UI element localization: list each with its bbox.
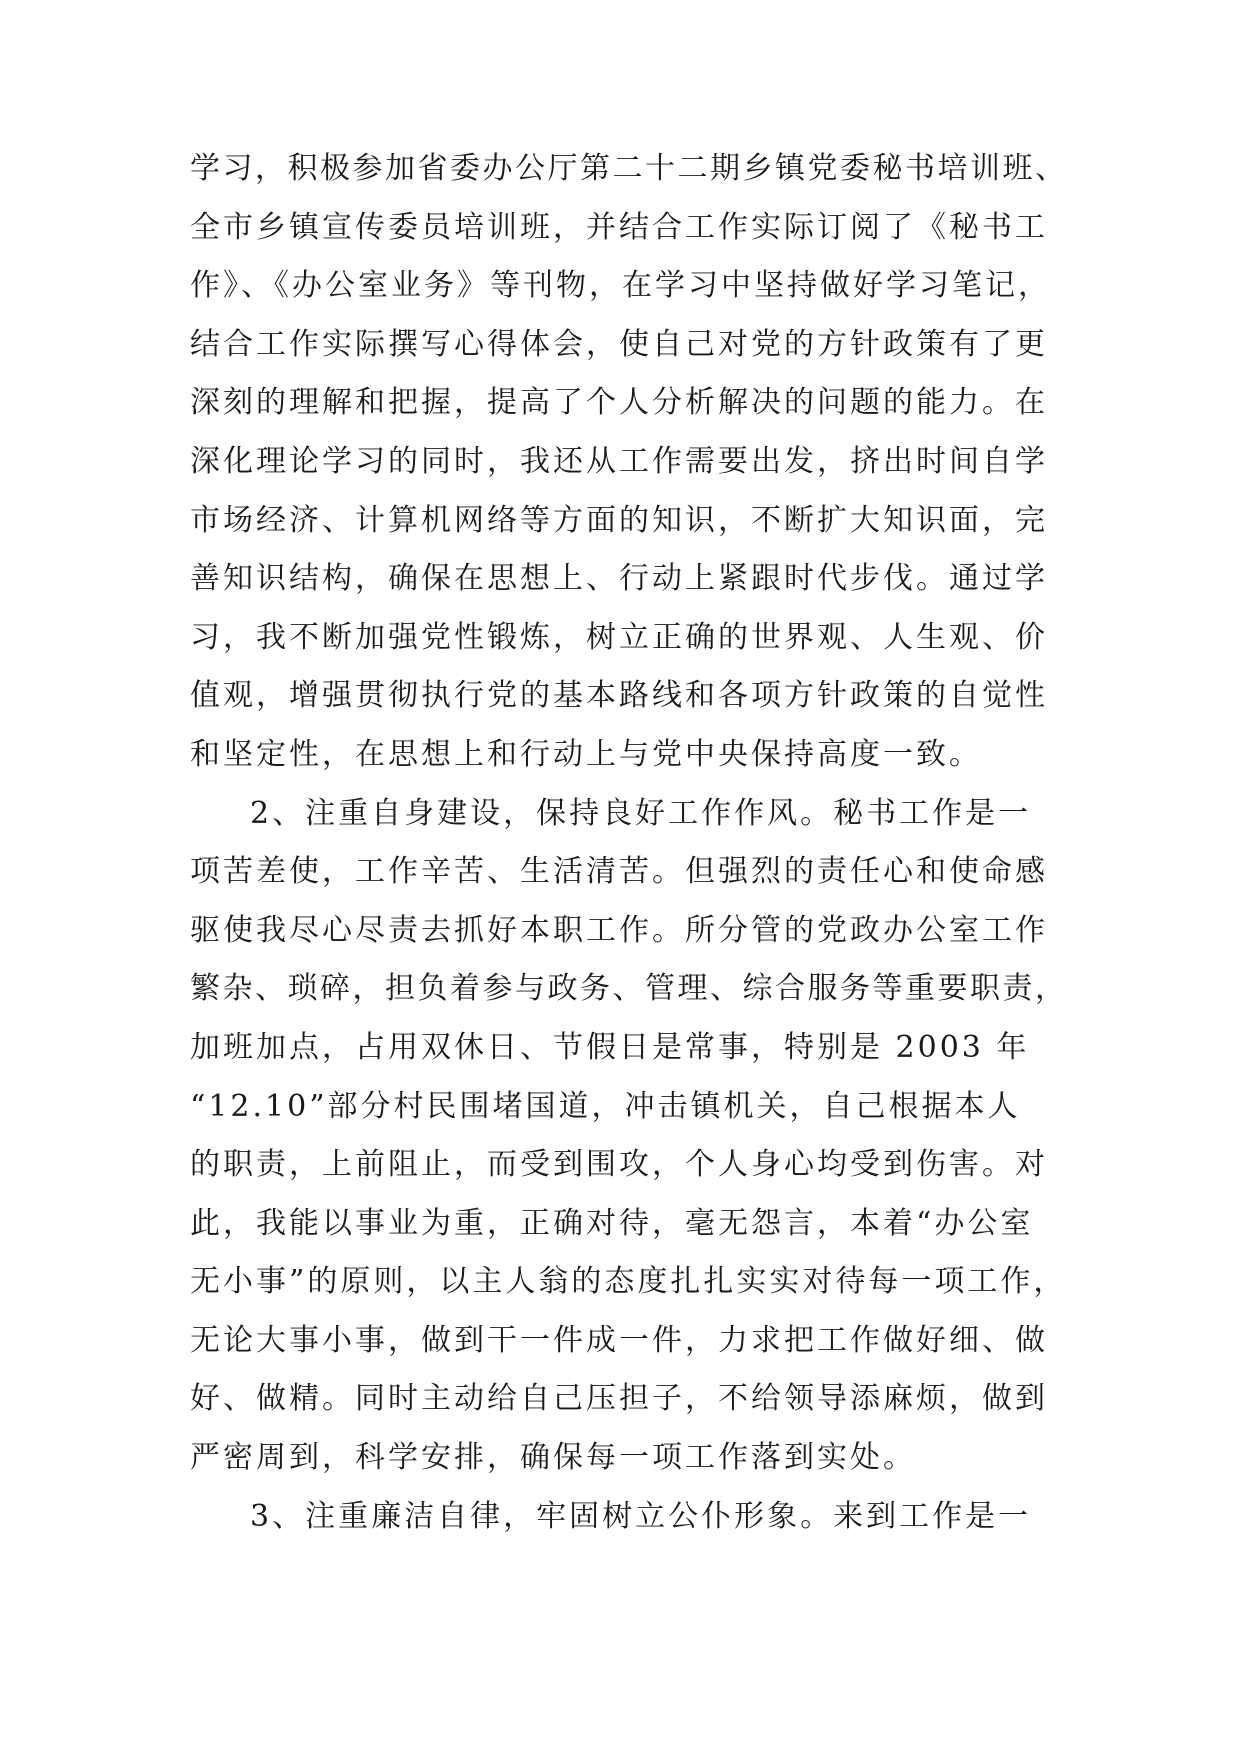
- text-line: 善知识结构，确保在思想上、行动上紧跟时代步伐。通过学: [190, 561, 1048, 597]
- text-line: 此，我能以事业为重，正确对待，毫无怨言，本着“办公室: [190, 1205, 1034, 1241]
- paragraph-start-line: 2、注重自身建设，保持良好工作作风。秘书工作是一: [250, 795, 1032, 831]
- text-line: 深刻的理解和把握，提高了个人分析解决的问题的能力。在: [190, 385, 1048, 421]
- text-line: 和坚定性，在思想上和行动上与党中央保持高度一致。: [190, 736, 982, 772]
- text-line: 加班加点，占用双休日、节假日是常事，特别是 2003 年: [190, 1029, 1030, 1065]
- text-line: 学习，积极参加省委办公厅第二十二期乡镇党委秘书培训班、: [190, 151, 1068, 186]
- text-line: 市场经济、计算机网络等方面的知识，不断扩大知识面，完: [190, 502, 1048, 538]
- text-line: 好、做精。同时主动给自己压担子，不给领导添麻烦，做到: [190, 1381, 1048, 1417]
- text-line: 驱使我尽心尽责去抓好本职工作。所分管的党政办公室工作: [190, 912, 1048, 948]
- text-line: 结合工作实际撰写心得体会，使自己对党的方针政策有了更: [190, 326, 1048, 362]
- text-line: 的职责，上前阻止，而受到围攻，个人身心均受到伤害。对: [190, 1147, 1048, 1183]
- text-line: 深化理论学习的同时，我还从工作需要出发，挤出时间自学: [190, 443, 1048, 479]
- text-line: “12.10”部分村民围堵国道，冲击镇机关，自己根据本人: [190, 1088, 1021, 1124]
- body-text: [190, 140, 1070, 1546]
- paragraph-start-line: 3、注重廉洁自律，牢固树立公仆形象。来到工作是一: [250, 1498, 1032, 1534]
- text-line: 项苦差使，工作辛苦、生活清苦。但强烈的责任心和使命感: [190, 854, 1048, 890]
- text-line: 习，我不断加强党性锻炼，树立正确的世界观、人生观、价: [190, 619, 1048, 655]
- text-line: 全市乡镇宣传委员培训班，并结合工作实际订阅了《秘书工: [190, 209, 1048, 245]
- text-line: 无论大事小事，做到干一件成一件，力求把工作做好细、做: [190, 1322, 1048, 1358]
- text-line: 无小事”的原则，以主人翁的态度扎扎实实对待每一项工作，: [190, 1264, 1067, 1300]
- text-line: 值观，增强贯彻执行党的基本路线和各项方针政策的自觉性: [190, 678, 1048, 714]
- text-line: 严密周到，科学安排，确保每一项工作落到实处。: [190, 1440, 916, 1476]
- text-line: 作》、《办公室业务》等刊物，在学习中坚持做好学习笔记，: [190, 268, 1051, 304]
- text-line: 繁杂、琐碎，担负着参与政务、管理、综合服务等重要职责，: [190, 971, 1068, 1007]
